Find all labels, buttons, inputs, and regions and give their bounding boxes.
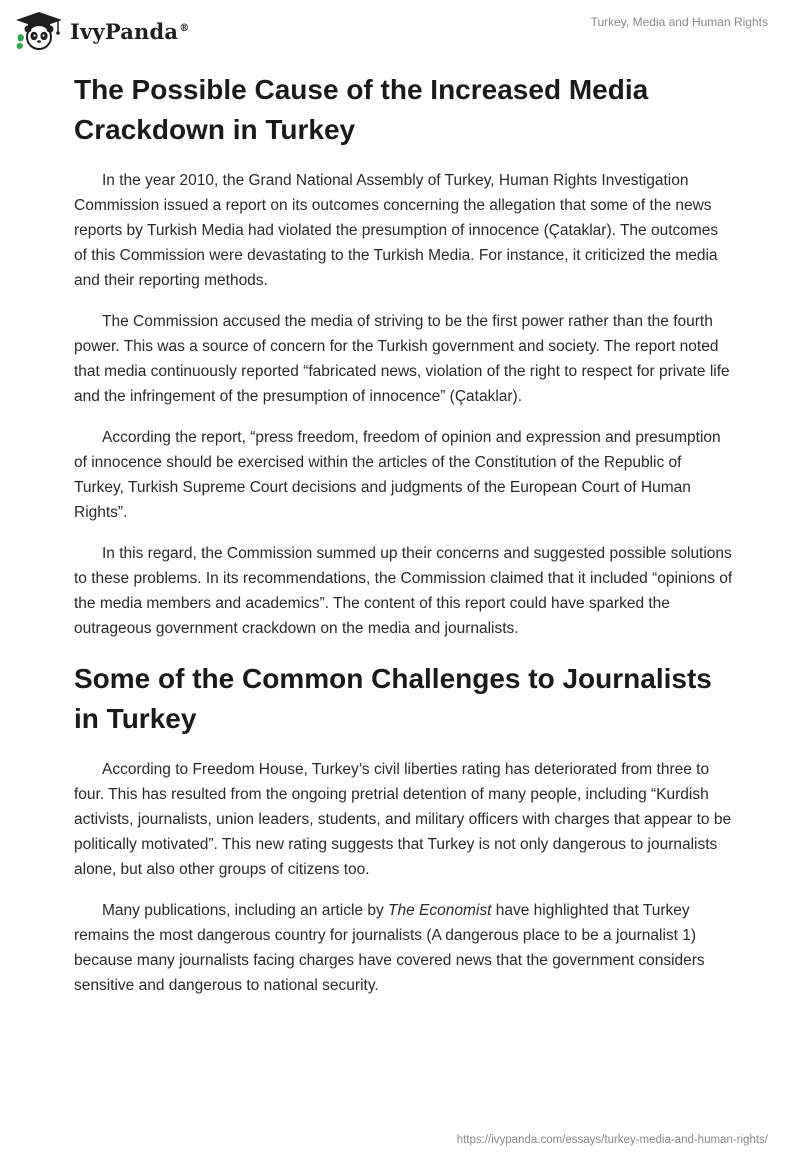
registered-mark: ® xyxy=(179,22,190,34)
document-title: Turkey, Media and Human Rights xyxy=(590,15,768,29)
page-header xyxy=(0,0,800,60)
section-body xyxy=(74,168,734,641)
paragraph-text: Many publications, including an article by xyxy=(102,902,389,919)
paragraph: According the report, “press freedom, freedom of opinion and expression and presumption of innocence should be exercised within the articles of the Constitution of the Republic of Turkey, Turkish Supreme Court decisions and judgments of the European Court of Human Rights”. xyxy=(74,429,721,521)
section-body xyxy=(74,757,734,998)
section-heading: Some of the Common Challenges to Journalists in Turkey xyxy=(74,663,712,734)
brand-name xyxy=(70,19,189,44)
paragraph: According to Freedom House, Turkey’s civil liberties rating has deteriorated from three to four. This has resulted from the ongoing pretrial detention of many people, including “Kurdish activists, journalists, union leaders, students, and military officers with charges that appear to be politically motivated”. This new rating suggests that Turkey is not only dangerous to journalists alone, but also other groups of citizens too. xyxy=(74,761,732,878)
publication-title: The Economist xyxy=(388,902,492,919)
brand-logo[interactable] xyxy=(14,10,189,52)
brand-name-text: IvyPanda xyxy=(70,18,179,44)
paragraph: In this regard, the Commission summed up their concerns and suggested possible solutions to these problems. In its recommendations, the Commission claimed that it included “opinions of the media members and academics”. The content of this report could have sparked the outrageous government crackdown on the media and journalists. xyxy=(74,545,733,637)
paragraph-text: have highlighted that Turkey remains the most dangerous country for journalists (A dangerous place to be a journalist 1) because many journalists facing charges have covered news that the government considers sensitive and dangerous to national security. xyxy=(74,902,705,994)
section-heading: The Possible Cause of the Increased Media Crackdown in Turkey xyxy=(74,74,649,145)
paragraph: The Commission accused the media of striving to be the first power rather than the fourth power. This was a source of concern for the Turkish government and society. The report noted that media continuously reported “fabricated news, violation of the right to respect for private life and the infringement of the presumption of innocence” (Çataklar). xyxy=(74,313,730,405)
essay-content xyxy=(74,70,734,1014)
paragraph xyxy=(74,898,734,998)
paragraph: In the year 2010, the Grand National Assembly of Turkey, Human Rights Investigation Commission issued a report on its outcomes concerning the allegation that some of the news reports by Turkish Media had violated the presumption of innocence (Çataklar). The outcomes of this Commission were devastating to the Turkish Media. For instance, it criticized the media and their reporting methods. xyxy=(74,172,719,289)
source-url[interactable]: https://ivypanda.com/essays/turkey-media-and-human-rights/ xyxy=(456,1134,768,1146)
panda-graduation-cap-icon xyxy=(14,10,64,52)
